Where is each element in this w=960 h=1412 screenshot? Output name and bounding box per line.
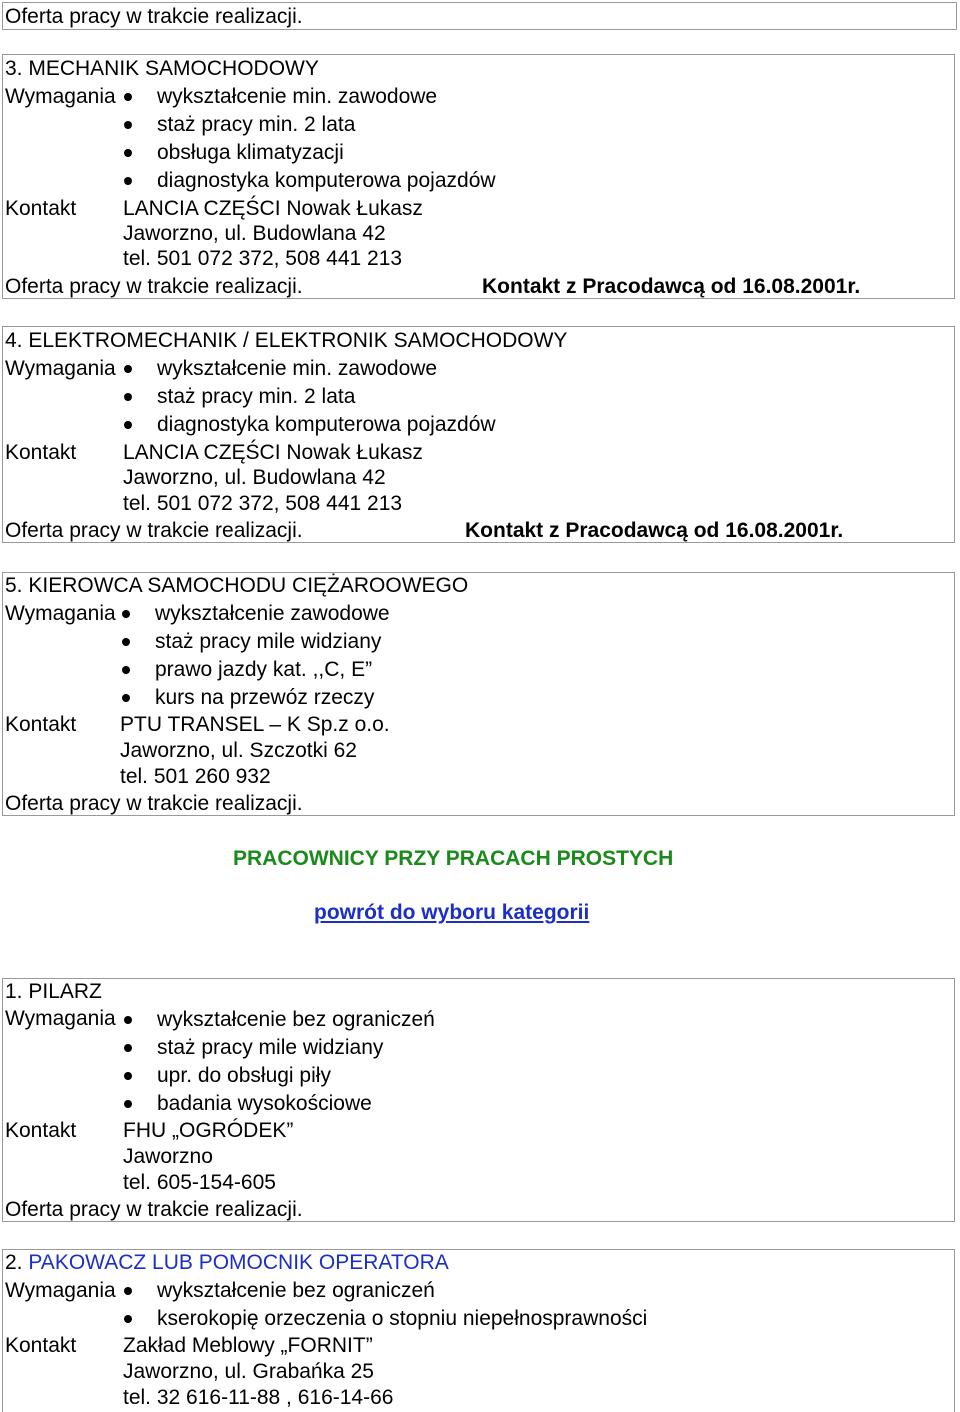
requirements-label: Wymagania [5, 1279, 116, 1302]
contact-line: FHU „OGRÓDEK” [123, 1119, 294, 1142]
requirement-item: wykształcenie min. zawodowe [157, 85, 438, 108]
contact-line: Jaworzno, ul. Grabańka 25 [123, 1360, 374, 1383]
bullet-icon [124, 93, 132, 101]
contact-line: LANCIA CZĘŚCI Nowak Łukasz [123, 441, 423, 464]
status-text: Oferta pracy w trakcie realizacji. [5, 5, 303, 28]
contact-line: tel. 501 072 372, 508 441 213 [123, 247, 403, 270]
bullet-icon [124, 149, 132, 157]
bullet-icon [122, 610, 130, 618]
requirement-item: staż pracy mile widziany [155, 630, 382, 653]
contact-line: Zakład Meblowy „FORNIT” [123, 1334, 373, 1357]
offer-status: Oferta pracy w trakcie realizacji. [5, 792, 303, 815]
requirement-item: diagnostyka komputerowa pojazdów [157, 413, 496, 436]
contact-label: Kontakt [5, 1334, 77, 1357]
requirement-item: upr. do obsługi piły [157, 1064, 331, 1087]
requirement-item: staż pracy min. 2 lata [157, 113, 356, 136]
contact-label: Kontakt [5, 713, 77, 736]
requirements-label: Wymagania [5, 85, 116, 108]
requirement-item: staż pracy min. 2 lata [157, 385, 356, 408]
requirement-item: diagnostyka komputerowa pojazdów [157, 169, 496, 192]
job-title: 5. KIEROWCA SAMOCHODU CIĘŻAROOWEGO [5, 574, 469, 597]
bullet-icon [124, 421, 132, 429]
section-heading: PRACOWNICY PRZY PRACACH PROSTYCH [233, 847, 674, 870]
job-title: 1. PILARZ [5, 980, 102, 1003]
bullet-icon [124, 365, 132, 373]
requirement-item: kurs na przewóz rzeczy [155, 686, 375, 709]
requirement-item: wykształcenie min. zawodowe [157, 357, 438, 380]
contact-label: Kontakt [5, 197, 77, 220]
contact-line: Jaworzno, ul. Szczotki 62 [120, 739, 357, 762]
bullet-icon [124, 1072, 132, 1080]
requirements-label: Wymagania [5, 1007, 116, 1030]
bullet-icon [124, 121, 132, 129]
contact-line: tel. 32 616-11-88 , 616-14-66 [123, 1386, 394, 1409]
contact-line: Jaworzno [123, 1145, 213, 1168]
requirement-item: wykształcenie zawodowe [155, 602, 390, 625]
bullet-icon [124, 1287, 132, 1295]
bullet-icon [124, 177, 132, 185]
contact-date-note: Kontakt z Pracodawcą od 16.08.2001r. [482, 275, 861, 298]
requirements-label: Wymagania [5, 357, 116, 380]
requirement-item: staż pracy mile widziany [157, 1036, 384, 1059]
contact-date-note: Kontakt z Pracodawcą od 16.08.2001r. [465, 519, 844, 542]
requirements-label: Wymagania [5, 602, 116, 625]
bullet-icon [124, 1044, 132, 1052]
bullet-icon [124, 1100, 132, 1108]
job-number: 2. [5, 1251, 29, 1274]
bullet-icon [122, 638, 130, 646]
bullet-icon [124, 393, 132, 401]
requirement-item: prawo jazdy kat. ,,C, E” [155, 658, 373, 681]
requirement-item: obsługa klimatyzacji [157, 141, 344, 164]
requirement-item: wykształcenie bez ograniczeń [157, 1279, 435, 1302]
job-title [5, 1249, 449, 1276]
contact-line: PTU TRANSEL – K Sp.z o.o. [120, 713, 390, 736]
bullet-icon [124, 1016, 132, 1024]
contact-label: Kontakt [5, 441, 77, 464]
job-title: 3. MECHANIK SAMOCHODOWY [5, 57, 319, 80]
offer-status: Oferta pracy w trakcie realizacji. [5, 275, 303, 298]
bullet-icon [122, 694, 130, 702]
contact-label: Kontakt [5, 1119, 77, 1142]
contact-line: tel. 605-154-605 [123, 1171, 276, 1194]
contact-line: LANCIA CZĘŚCI Nowak Łukasz [123, 197, 423, 220]
offer-status: Oferta pracy w trakcie realizacji. [5, 519, 303, 542]
back-to-categories-link[interactable]: powrót do wyboru kategorii [314, 901, 590, 924]
contact-line: tel. 501 072 372, 508 441 213 [123, 492, 403, 515]
contact-line: Jaworzno, ul. Budowlana 42 [123, 222, 386, 245]
requirement-item: badania wysokościowe [157, 1092, 372, 1115]
job-title: 4. ELEKTROMECHANIK / ELEKTRONIK SAMOCHODOWY [5, 329, 568, 352]
job-title-link[interactable]: PAKOWACZ LUB POMOCNIK OPERATORA [28, 1251, 449, 1274]
bullet-icon [124, 1315, 132, 1323]
bullet-icon [122, 666, 130, 674]
requirement-item: wykształcenie bez ograniczeń [157, 1008, 435, 1031]
offer-status: Oferta pracy w trakcie realizacji. [5, 1198, 303, 1221]
contact-line: Jaworzno, ul. Budowlana 42 [123, 466, 386, 489]
contact-line: tel. 501 260 932 [120, 765, 271, 788]
requirement-item: kserokopię orzeczenia o stopniu niepełnosprawności [157, 1307, 648, 1330]
